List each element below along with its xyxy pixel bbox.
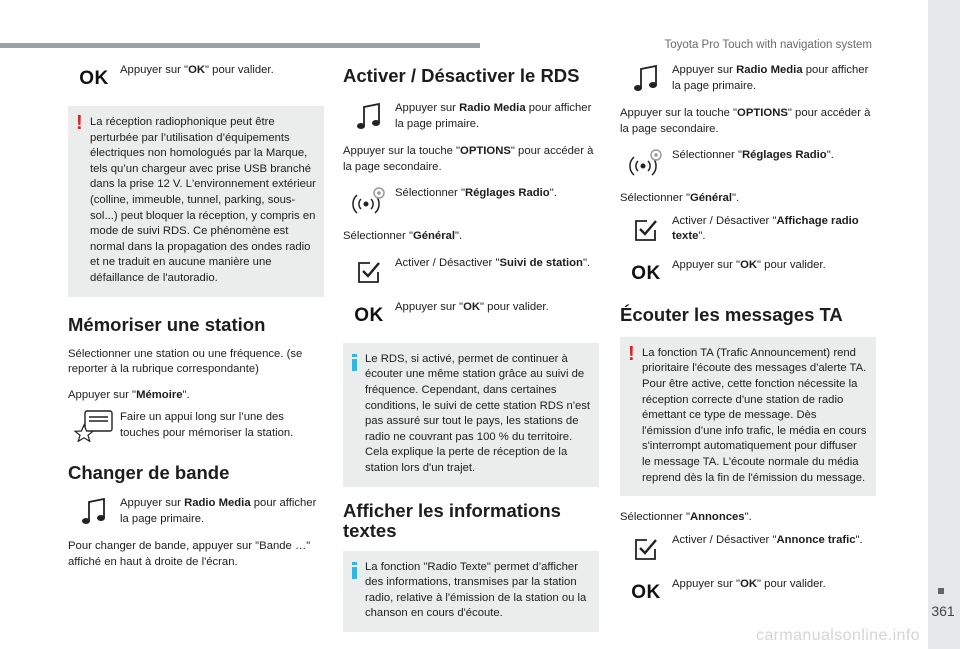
- column-3: [620, 62, 876, 620]
- step-ok: OK Appuyer sur "OK" pour valider.: [620, 257, 876, 291]
- page-number: 361: [931, 603, 955, 619]
- section-title-rds: Activer / Désactiver le RDS: [343, 65, 580, 86]
- ok-icon: OK: [631, 581, 661, 603]
- side-marker: [938, 588, 944, 594]
- paragraph: Sélectionner "Général".: [620, 192, 740, 205]
- warning-note: ! La réception radiophonique peut être perturbée par l’utilisation d’équipements électriques non homologués par la Marque, tels qu’un chargeur avec prise USB branché dans la prise 12 V. L'environnement extérieur (colline, immeuble, tunnel, parking, sous-sol...) peut bloquer la réception, y compris en mode de suivi RDS. Ce phénomène est normal dans la propagation des ondes radio et ne traduit en aucune manière une défaillance de l'autoradio.: [68, 106, 324, 297]
- step-settings: Sélectionner "Réglages Radio".: [343, 185, 599, 219]
- checkbox-icon: [620, 532, 672, 566]
- ok-icon: OK: [354, 304, 384, 326]
- music-note-icon: [620, 62, 672, 96]
- section-title-ta: Écouter les messages TA: [620, 303, 843, 325]
- paragraph: Appuyer sur la touche "OPTIONS" pour accéder à la page secondaire.: [343, 145, 594, 173]
- warning-icon: !: [76, 112, 83, 134]
- step-ok: OK Appuyer sur "OK" pour valider.: [343, 299, 599, 333]
- info-note: La fonction "Radio Texte" permet d’afficher des informations, transmises par la station radio, relative à l'émission de la station ou la chanson en cours d'écoute.: [343, 551, 599, 632]
- music-note-icon: [343, 100, 395, 134]
- paragraph: Sélectionner une station ou une fréquence. (se reporter à la rubrique correspondante): [68, 347, 303, 376]
- step-radio-media: Appuyer sur Radio Media pour afficher la page primaire.: [620, 62, 876, 96]
- radio-settings-icon: [343, 185, 395, 219]
- step-toggle: Activer / Désactiver "Affichage radio texte".: [620, 213, 876, 247]
- step-ok: OK Appuyer sur "OK" pour valider.: [620, 576, 876, 610]
- step-toggle: Activer / Désactiver "Annonce trafic".: [620, 532, 876, 566]
- header-title: Toyota Pro Touch with navigation system: [664, 39, 872, 51]
- paragraph: Appuyer sur la touche "OPTIONS" pour accéder à la page secondaire.: [620, 107, 871, 135]
- watermark: carmanualsonline.info: [755, 627, 920, 644]
- paragraph: Sélectionner "Général".: [343, 230, 463, 243]
- side-strip: [928, 0, 960, 649]
- music-note-icon: [68, 495, 120, 529]
- paragraph: Sélectionner "Annonces".: [620, 511, 752, 524]
- step-toggle: Activer / Désactiver "Suivi de station".: [343, 255, 599, 289]
- header-bar: [0, 43, 480, 48]
- paragraph: Appuyer sur "Mémoire".: [68, 388, 190, 401]
- checkbox-icon: [343, 255, 395, 289]
- column-2: [343, 66, 599, 646]
- ok-icon: OK: [79, 68, 109, 90]
- radio-settings-icon: [620, 147, 672, 181]
- info-icon: [352, 354, 357, 371]
- radio-star-icon: [68, 409, 120, 443]
- info-note: Le RDS, si activé, permet de continuer à écouter une même station grâce au suivi de fréquence. Cependant, dans certaines conditions, le suivi de cette station RDS n'est pas assuré sur tout le pays, les stations de radio ne couvrant pas 100 % du territoire. Cela explique la perte de réception de la station lors d'un trajet.: [343, 343, 599, 487]
- column-1: [68, 62, 324, 581]
- info-icon: [352, 562, 357, 579]
- section-title-textes: Afficher les informations textes: [343, 499, 561, 541]
- step-band: Appuyer sur Radio Media pour afficher la page primaire.: [68, 495, 324, 529]
- warning-note: ! La fonction TA (Trafic Announcement) rend prioritaire l'écoute des messages d'alerte TA. Pour être active, cette fonction nécessite la réception correcte d'une station de radio émettant ce type de message. Dès l'émission d’une info trafic, le média en cours s'interrompt automatiquement pour diffuser le message TA. L'écoute normale du média reprend dès la fin de l'émission du message.: [620, 337, 876, 496]
- checkbox-icon: [620, 213, 672, 247]
- ok-icon: OK: [631, 262, 661, 284]
- section-title-memoriser: Mémoriser une station: [68, 313, 266, 335]
- paragraph: Pour changer de bande, appuyer sur "Bande …" affiché en haut à droite de l'écran.: [68, 540, 311, 568]
- step-ok: OK Appuyer sur "OK" pour valider.: [68, 62, 324, 96]
- warning-icon: !: [628, 342, 635, 365]
- step-memo: Faire un appui long sur l’une des touches pour mémoriser la station.: [68, 409, 324, 443]
- step-settings: Sélectionner "Réglages Radio".: [620, 147, 876, 181]
- section-title-bande: Changer de bande: [68, 462, 230, 484]
- step-radio-media: Appuyer sur Radio Media pour afficher la page primaire.: [343, 100, 599, 134]
